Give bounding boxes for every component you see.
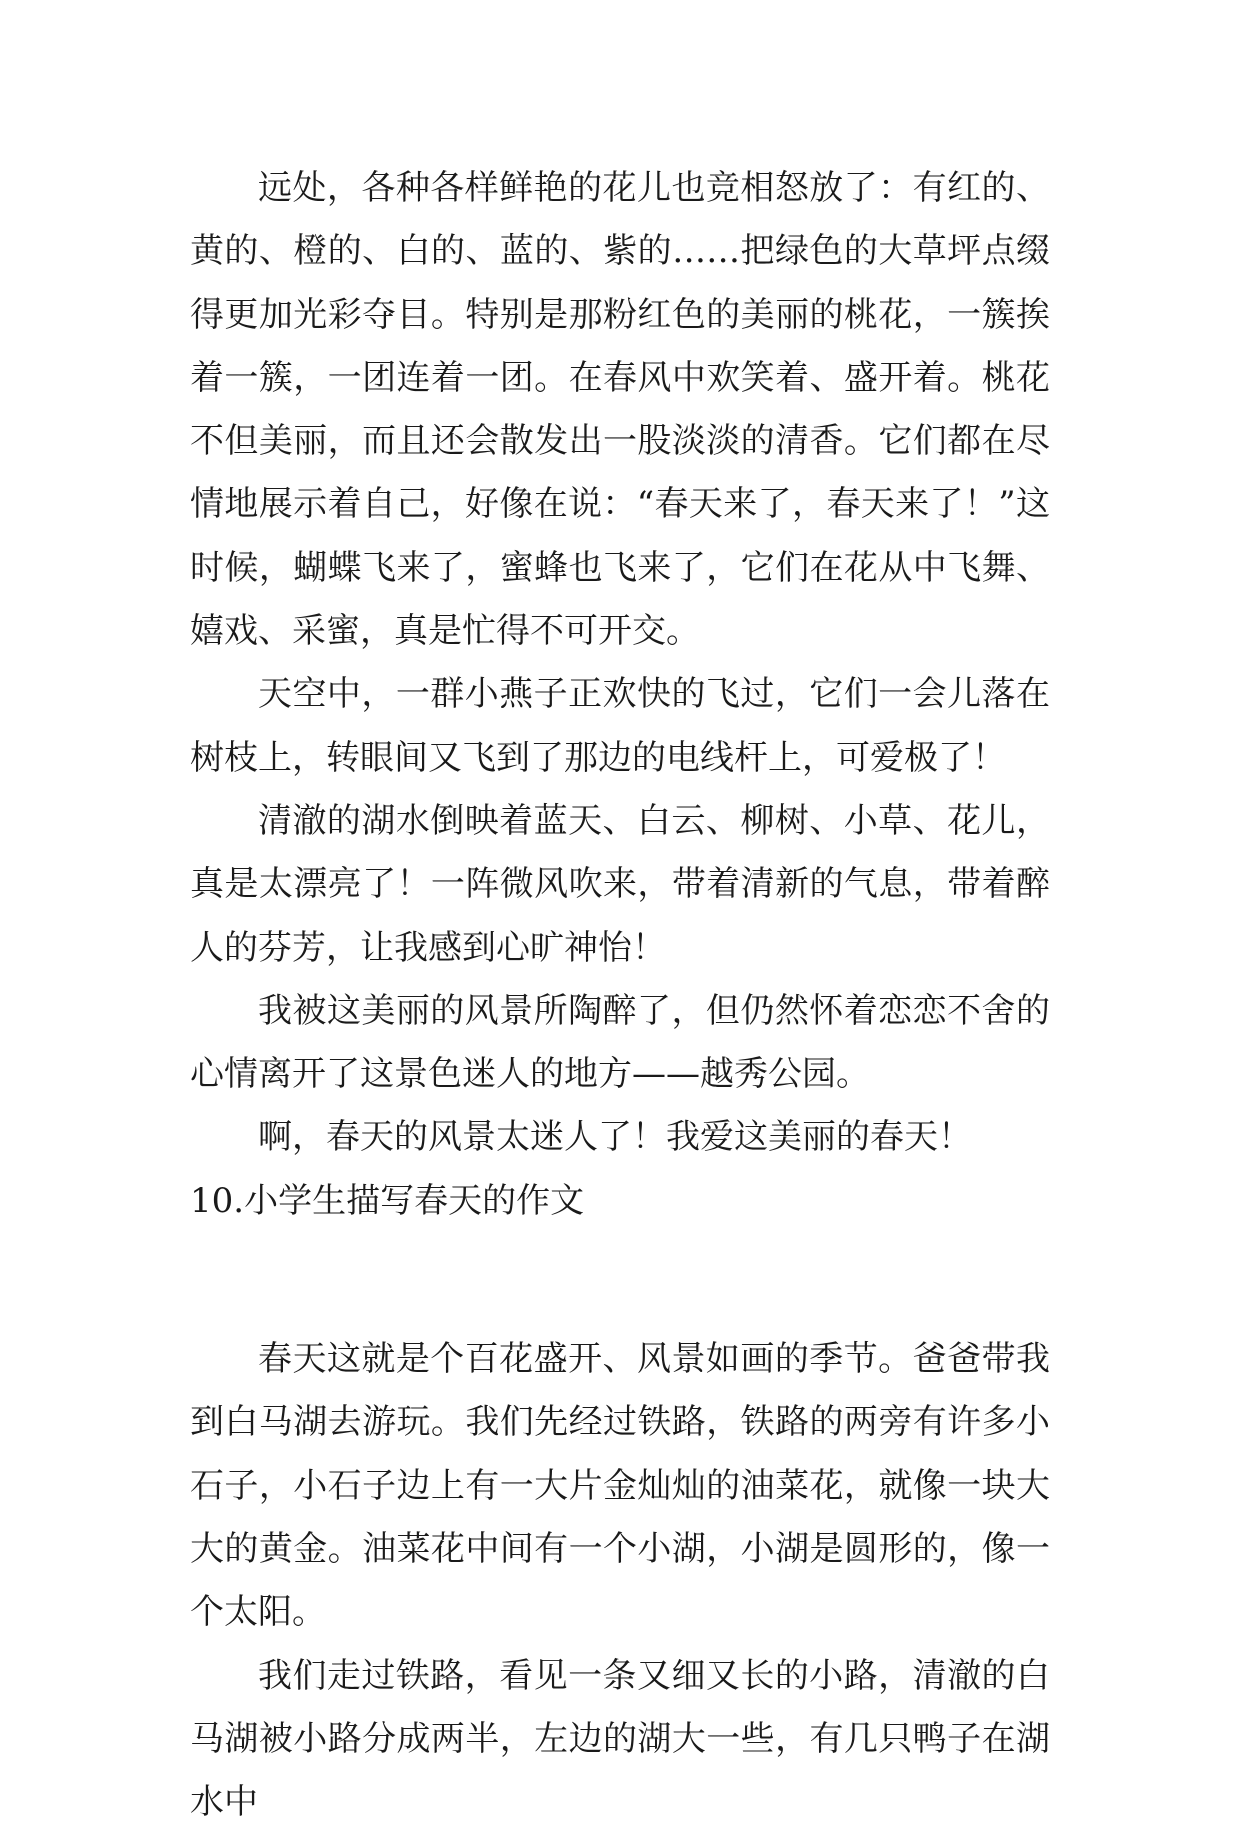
- section-spacer: [190, 1233, 1050, 1328]
- paragraph-leaving-park: 我被这美丽的风景所陶醉了，但仍然怀着恋恋不舍的心情离开了这景色迷人的地方——越秀公园。: [190, 990, 1050, 1095]
- paragraph-love-spring: 啊，春天的风景太迷人了！我爱这美丽的春天！: [258, 1117, 972, 1158]
- paragraph-swallows: 天空中，一群小燕子正欢快的飞过，它们一会儿落在树枝上，转眼间又飞到了那边的电线杆上，可爱极了！: [190, 674, 1050, 778]
- paragraph-flowers: 远处，各种各样鲜艳的花儿也竞相怒放了：有红的、黄的、橙的、白的、蓝的、紫的……把绿色的大草坪点缀得更加光彩夺目。特别是那粉红色的美丽的桃花，一簇挨着一簇，一团连着一团。在春风中欢笑着、盛开着。桃花不但美丽，而且还会散发出一股淡淡的清香。它们都在尽情地展示着自己，好像在说：“春天来了，春天来了！”这时候，蝴蝶飞来了，蜜蜂也飞来了，它们在花从中飞舞、嬉戏、采蜜，真是忙得不可开交。: [190, 168, 1050, 652]
- paragraph-white-horse-lake: 春天这就是个百花盛开、风景如画的季节。爸爸带我到白马湖去游玩。我们先经过铁路，铁路的两旁有许多小石子，小石子边上有一大片金灿灿的油菜花，就像一块大大的黄金。油菜花中间有一个小湖，小湖是圆形的，像一个太阳。: [190, 1339, 1050, 1633]
- section-heading: 10.小学生描写春天的作文: [190, 1180, 585, 1221]
- paragraph-small-road: 我们走过铁路，看见一条又细又长的小路，清澈的白马湖被小路分成两半，左边的湖大一些，有几只鸭子在湖水中: [190, 1655, 1050, 1823]
- document-body: [190, 157, 1050, 1834]
- paragraph-lake: 清澈的湖水倒映着蓝天、白云、柳树、小草、花儿，真是太漂亮了！一阵微风吹来，带着清新的气息，带着醉人的芬芳，让我感到心旷神怡！: [190, 800, 1050, 968]
